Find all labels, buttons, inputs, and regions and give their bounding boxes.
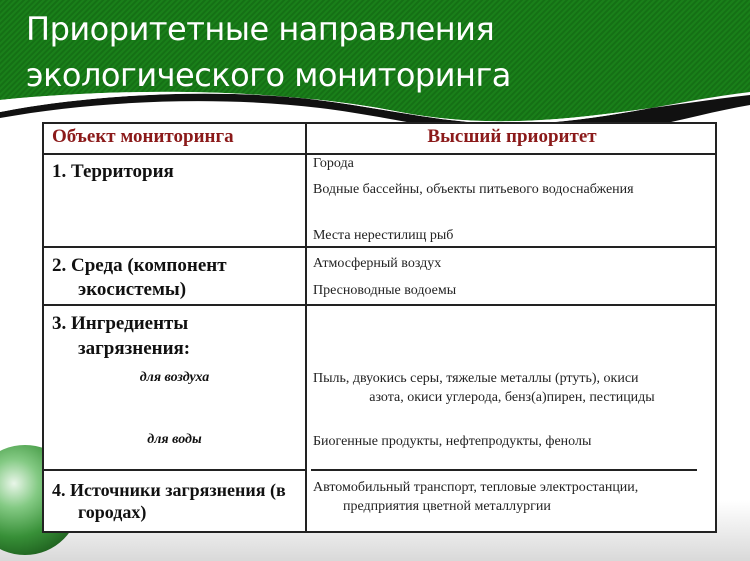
row-2-object-line2: экосистемы) bbox=[78, 279, 187, 300]
row-1-priority-2: Водные бассейны, объекты питьевого водоснабжения bbox=[313, 182, 634, 197]
row-1-object: 1. Территория bbox=[52, 161, 174, 182]
row-2-priority-1: Атмосферный воздух bbox=[313, 256, 442, 271]
row-3-sub-air-line2: азота, окиси углерода, бенз(а)пирен, пестициды bbox=[369, 390, 655, 405]
row-2-object-line1: 2. Среда (компонент bbox=[52, 255, 227, 276]
row-divider bbox=[44, 304, 715, 306]
row-divider bbox=[44, 469, 305, 471]
row-1-priority-3: Места нерестилищ рыб bbox=[313, 228, 454, 243]
column-header-priority: Высший приоритет bbox=[427, 126, 597, 147]
row-2-priority-2: Пресноводные водоемы bbox=[313, 283, 457, 298]
title-line-1: Приоритетные направления bbox=[26, 10, 495, 48]
row-3-sub-air-line1: Пыль, двуокись серы, тяжелые металлы (ртуть), окиси bbox=[313, 371, 639, 386]
column-header-object: Объект мониторинга bbox=[52, 126, 234, 147]
row-4-object-line2: городах) bbox=[78, 502, 147, 522]
row-3-sub-water-label: для воды bbox=[147, 432, 202, 447]
title-line-2: экологического мониторинга bbox=[26, 56, 511, 94]
column-divider bbox=[305, 124, 307, 531]
row-3-object-line2: загрязнения: bbox=[78, 338, 191, 359]
row-3-object-line1: 3. Ингредиенты bbox=[52, 313, 189, 334]
row-divider bbox=[44, 153, 715, 155]
row-4-object-line1: 4. Источники загрязнения (в bbox=[52, 480, 286, 500]
monitoring-table bbox=[42, 122, 717, 533]
row-1-priority-1: Города bbox=[313, 156, 354, 171]
row-4-priority-line1: Автомобильный транспорт, тепловые электростанции, bbox=[313, 480, 639, 495]
row-4-priority-line2: предприятия цветной металлургии bbox=[343, 499, 551, 514]
right-row-divider bbox=[311, 469, 697, 471]
row-3-sub-water-line1: Биогенные продукты, нефтепродукты, фенолы bbox=[313, 434, 592, 449]
row-divider bbox=[44, 246, 715, 248]
row-3-sub-air-label: для воздуха bbox=[139, 370, 210, 385]
slide-title bbox=[26, 6, 511, 98]
